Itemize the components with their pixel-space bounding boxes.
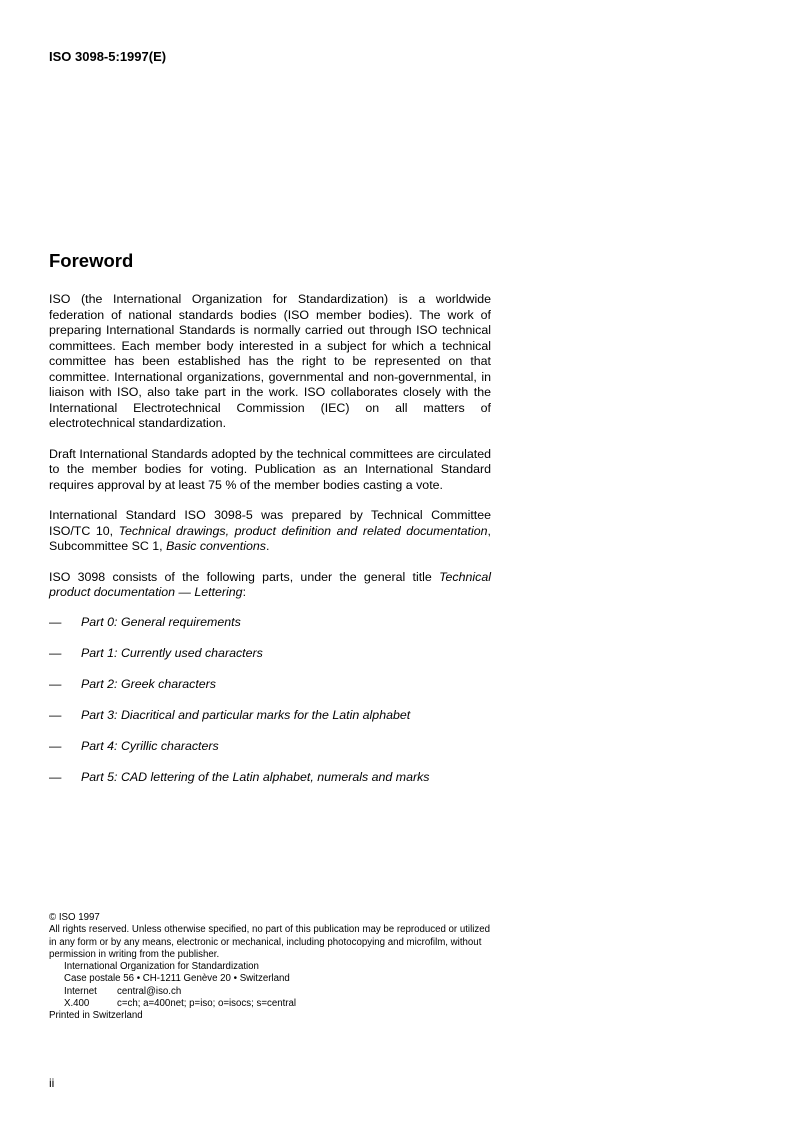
paragraph-iso-intro: ISO (the International Organization for Standardization) is a worldwide federation of national standards bodies (ISO member bodies). The work of preparing International Standards is normally carried out through ISO technical committees. Each member body interested in a subject for which a technical committee has been established has the right to be represented on that committee. International organizations, governmental and non-governmental, in liaison with ISO, also take part in the work. ISO collaborates closely with the International Electrotechnical Commission (IEC) on all matters of electrotechnical standardization. bbox=[49, 292, 491, 430]
paragraph-parts-intro: ISO 3098 consists of the following parts, under the general title Technical product documentation — Lettering: bbox=[49, 569, 491, 599]
dash-marker: — bbox=[49, 769, 62, 784]
foreword-body bbox=[49, 292, 491, 801]
parts-list bbox=[49, 615, 491, 801]
list-item: — Part 3: Diacritical and particular marks for the Latin alphabet bbox=[49, 707, 411, 722]
document-header: ISO 3098-5:1997(E) bbox=[49, 49, 167, 64]
page-title: Foreword bbox=[49, 250, 134, 271]
rights-statement: All rights reserved. Unless otherwise specified, no part of this publication may be reproduced or utilized in any form or by any means, electronic or mechanical, including photocopying and microfilm, without permission in writing from the publisher. bbox=[49, 924, 491, 960]
page-number: ii bbox=[49, 1076, 55, 1090]
list-item: — Part 2: Greek characters bbox=[49, 676, 216, 691]
dash-marker: — bbox=[49, 738, 62, 753]
dash-marker: — bbox=[49, 707, 62, 722]
list-item: — Part 5: CAD lettering of the Latin alphabet, numerals and marks bbox=[49, 769, 430, 784]
postal-address: Case postale 56 • CH-1211 Genève 20 • Switzerland bbox=[64, 973, 290, 985]
list-item: — Part 4: Cyrillic characters bbox=[49, 738, 219, 753]
copyright-block bbox=[49, 912, 491, 1023]
paragraph-draft-standards: Draft International Standards adopted by the technical committees are circulated to the member bodies for voting. Publication as an International Standard requires approval by at least 75 % of the member bodies casting a vote. bbox=[49, 446, 491, 492]
list-item: — Part 0: General requirements bbox=[49, 614, 241, 629]
organization-name: International Organization for Standardization bbox=[64, 961, 259, 973]
dash-marker: — bbox=[49, 645, 62, 660]
printed-in: Printed in Switzerland bbox=[49, 1010, 143, 1022]
dash-marker: — bbox=[49, 676, 62, 691]
paragraph-prepared-by: International Standard ISO 3098-5 was prepared by Technical Committee ISO/TC 10, Technical drawings, product definition and related documentation, Subcommittee SC 1, Basic conventions. bbox=[49, 508, 491, 553]
x400-contact: X.400 c=ch; a=400net; p=iso; o=isocs; s=central bbox=[64, 998, 297, 1010]
list-item: — Part 1: Currently used characters bbox=[49, 645, 263, 660]
dash-marker: — bbox=[49, 614, 62, 629]
copyright-notice: © ISO 1997 bbox=[49, 912, 100, 923]
internet-contact: Internet central@iso.ch bbox=[64, 985, 182, 997]
